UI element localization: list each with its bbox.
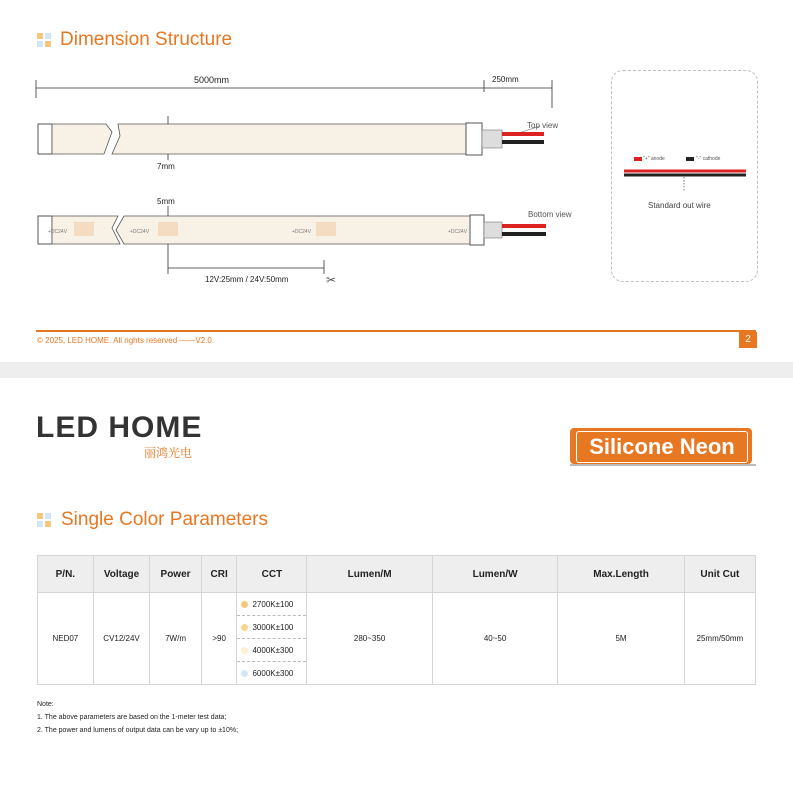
cct-item	[237, 662, 306, 684]
col-header: Voltage	[93, 556, 150, 593]
page-title: Dimension Structure	[60, 29, 233, 50]
cct-label: 3000K±100	[252, 622, 294, 632]
cct-item	[237, 639, 306, 662]
bottom-view-label: Bottom view	[528, 210, 572, 219]
col-header: Lumen/M	[307, 556, 432, 593]
cct-dot	[241, 670, 248, 677]
section-icon	[37, 33, 51, 47]
banner-title: Silicone Neon	[576, 431, 748, 463]
table-row	[38, 593, 756, 685]
copyright: © 2025, LED HOME. All rights reserved ——V2.0.	[37, 336, 215, 345]
page-separator	[0, 362, 793, 378]
width-label: 7mm	[157, 162, 175, 171]
anode-label: "+" anode	[643, 156, 665, 162]
cathode-label: "-" cathode	[696, 156, 721, 162]
wire-detail-box	[611, 70, 758, 282]
col-header: Unit Cut	[684, 556, 755, 593]
cell-lumen-w: 40~50	[432, 593, 558, 685]
footer-divider	[36, 330, 756, 332]
cell-lumen-m: 280~350	[307, 593, 432, 685]
cell-max-length: 5M	[558, 593, 684, 685]
cct-label: 6000K±300	[252, 668, 294, 678]
cut-label: 12V:25mm / 24V:50mm	[205, 275, 289, 284]
cct-item	[237, 593, 306, 616]
note-title: Note:	[37, 701, 54, 708]
logo-text: LED HOME	[36, 411, 203, 444]
cell-unit-cut: 25mm/50mm	[684, 593, 755, 685]
strip-mark: +DC24V	[292, 229, 312, 235]
strip-mark: +DC24V	[48, 229, 68, 235]
col-header: Lumen/W	[432, 556, 558, 593]
section-icon	[37, 513, 51, 527]
col-header: P/N.	[38, 556, 94, 593]
logo-cn: 丽鸿光电	[144, 446, 193, 460]
cct-dot	[241, 624, 248, 631]
strip-mark: +DC24V	[448, 229, 468, 235]
table-header-row	[38, 556, 756, 593]
col-header: Power	[150, 556, 201, 593]
lead-label: 250mm	[492, 75, 519, 84]
wire-diagram	[620, 153, 750, 193]
col-header: CRI	[201, 556, 237, 593]
length-label: 5000mm	[194, 75, 230, 85]
strip-mark: +DC24V	[130, 229, 150, 235]
cct-dot	[241, 601, 248, 608]
cct-label: 2700K±100	[252, 599, 294, 609]
col-header: Max.Length	[558, 556, 684, 593]
cell-cri: >90	[201, 593, 237, 685]
parameters-table	[37, 555, 756, 685]
top-view-label: Top view	[527, 121, 559, 130]
cell-pn: NED07	[38, 593, 94, 685]
cell-voltage: CV12/24V	[93, 593, 150, 685]
col-header: CCT	[237, 556, 307, 593]
svg-text:✂: ✂	[326, 273, 337, 287]
cct-label: 4000K±300	[252, 645, 294, 655]
note-line: 2. The power and lumens of output data can be vary up to ±10%;	[37, 727, 239, 734]
banner-underline	[570, 464, 756, 466]
pitch-label: 5mm	[157, 197, 175, 206]
cct-dot	[241, 647, 248, 654]
page-number: 2	[739, 332, 757, 348]
cell-cct	[237, 593, 307, 685]
note-line: 1. The above parameters are based on the 1-meter test data;	[37, 714, 227, 721]
cct-item	[237, 616, 306, 639]
cell-power: 7W/m	[150, 593, 201, 685]
wire-caption: Standard out wire	[648, 201, 711, 210]
dimension-drawing	[0, 60, 600, 300]
logo	[36, 411, 202, 445]
section-title: Single Color Parameters	[61, 509, 268, 530]
